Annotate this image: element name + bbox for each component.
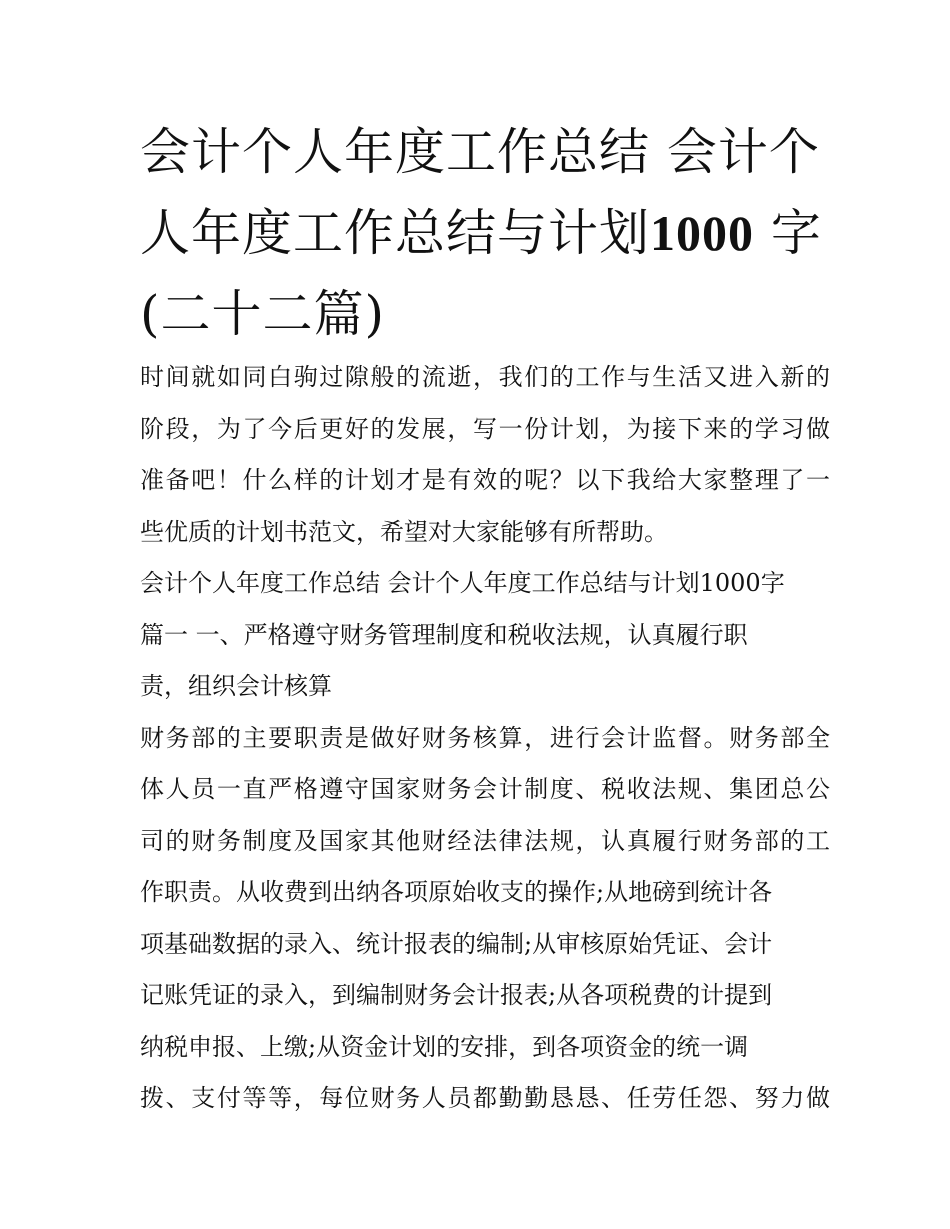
body-line: 作职责。从收费到出纳各项原始收支的操作;从地磅到统计各 — [140, 878, 773, 906]
title-text: 字 — [770, 204, 822, 262]
body-line: 财务部的主要职责是做好财务核算，进行会计监督。财务部全 — [140, 723, 830, 752]
body-line: 项基础数据的录入、统计报表的编制;从审核原始凭证、会计 — [140, 929, 773, 958]
body-line: 些优质的计划书范文，希望对大家能够有所帮助。 — [140, 517, 668, 546]
body-line: 纳税申报、上缴;从资金计划的安排，到各项资金的统一调 — [140, 1032, 749, 1061]
document-title — [140, 112, 820, 355]
body-line: 会计个人年度工作总结 会计个人年度工作总结与计划1000字 — [140, 569, 785, 597]
title-line — [140, 193, 820, 274]
body-line: 准备吧！什么样的计划才是有效的呢？以下我给大家整理了一 — [140, 466, 830, 494]
body-line: 时间就如同白驹过隙般的流逝，我们的工作与生活又进入新的 — [140, 363, 830, 391]
body-line: 拨、支付等等，每位财务人员都勤勤恳恳、任劳任怨、努力做 — [140, 1084, 830, 1112]
title-number: 1000 — [650, 205, 754, 261]
document-body — [140, 352, 830, 1125]
title-line: (二十二篇) — [140, 285, 386, 343]
title-line: 会计个人年度工作总结 会计个 — [140, 123, 820, 181]
body-line: 司的财务制度及国家其他财经法律法规，认真履行财务部的工 — [140, 826, 830, 855]
body-line: 阶段，为了今后更好的发展，写一份计划，为接下来的学习做 — [140, 414, 830, 443]
body-line: 责，组织会计核算 — [140, 672, 332, 700]
body-line: 体人员一直严格遵守国家财务会计制度、税收法规、集团总公 — [140, 775, 830, 803]
title-text: 人年度工作总结与计划 — [140, 204, 650, 262]
body-line: 记账凭证的录入，到编制财务会计报表;从各项税费的计提到 — [140, 981, 773, 1009]
body-line: 篇一 一、严格遵守财务管理制度和税收法规，认真履行职 — [140, 620, 748, 649]
